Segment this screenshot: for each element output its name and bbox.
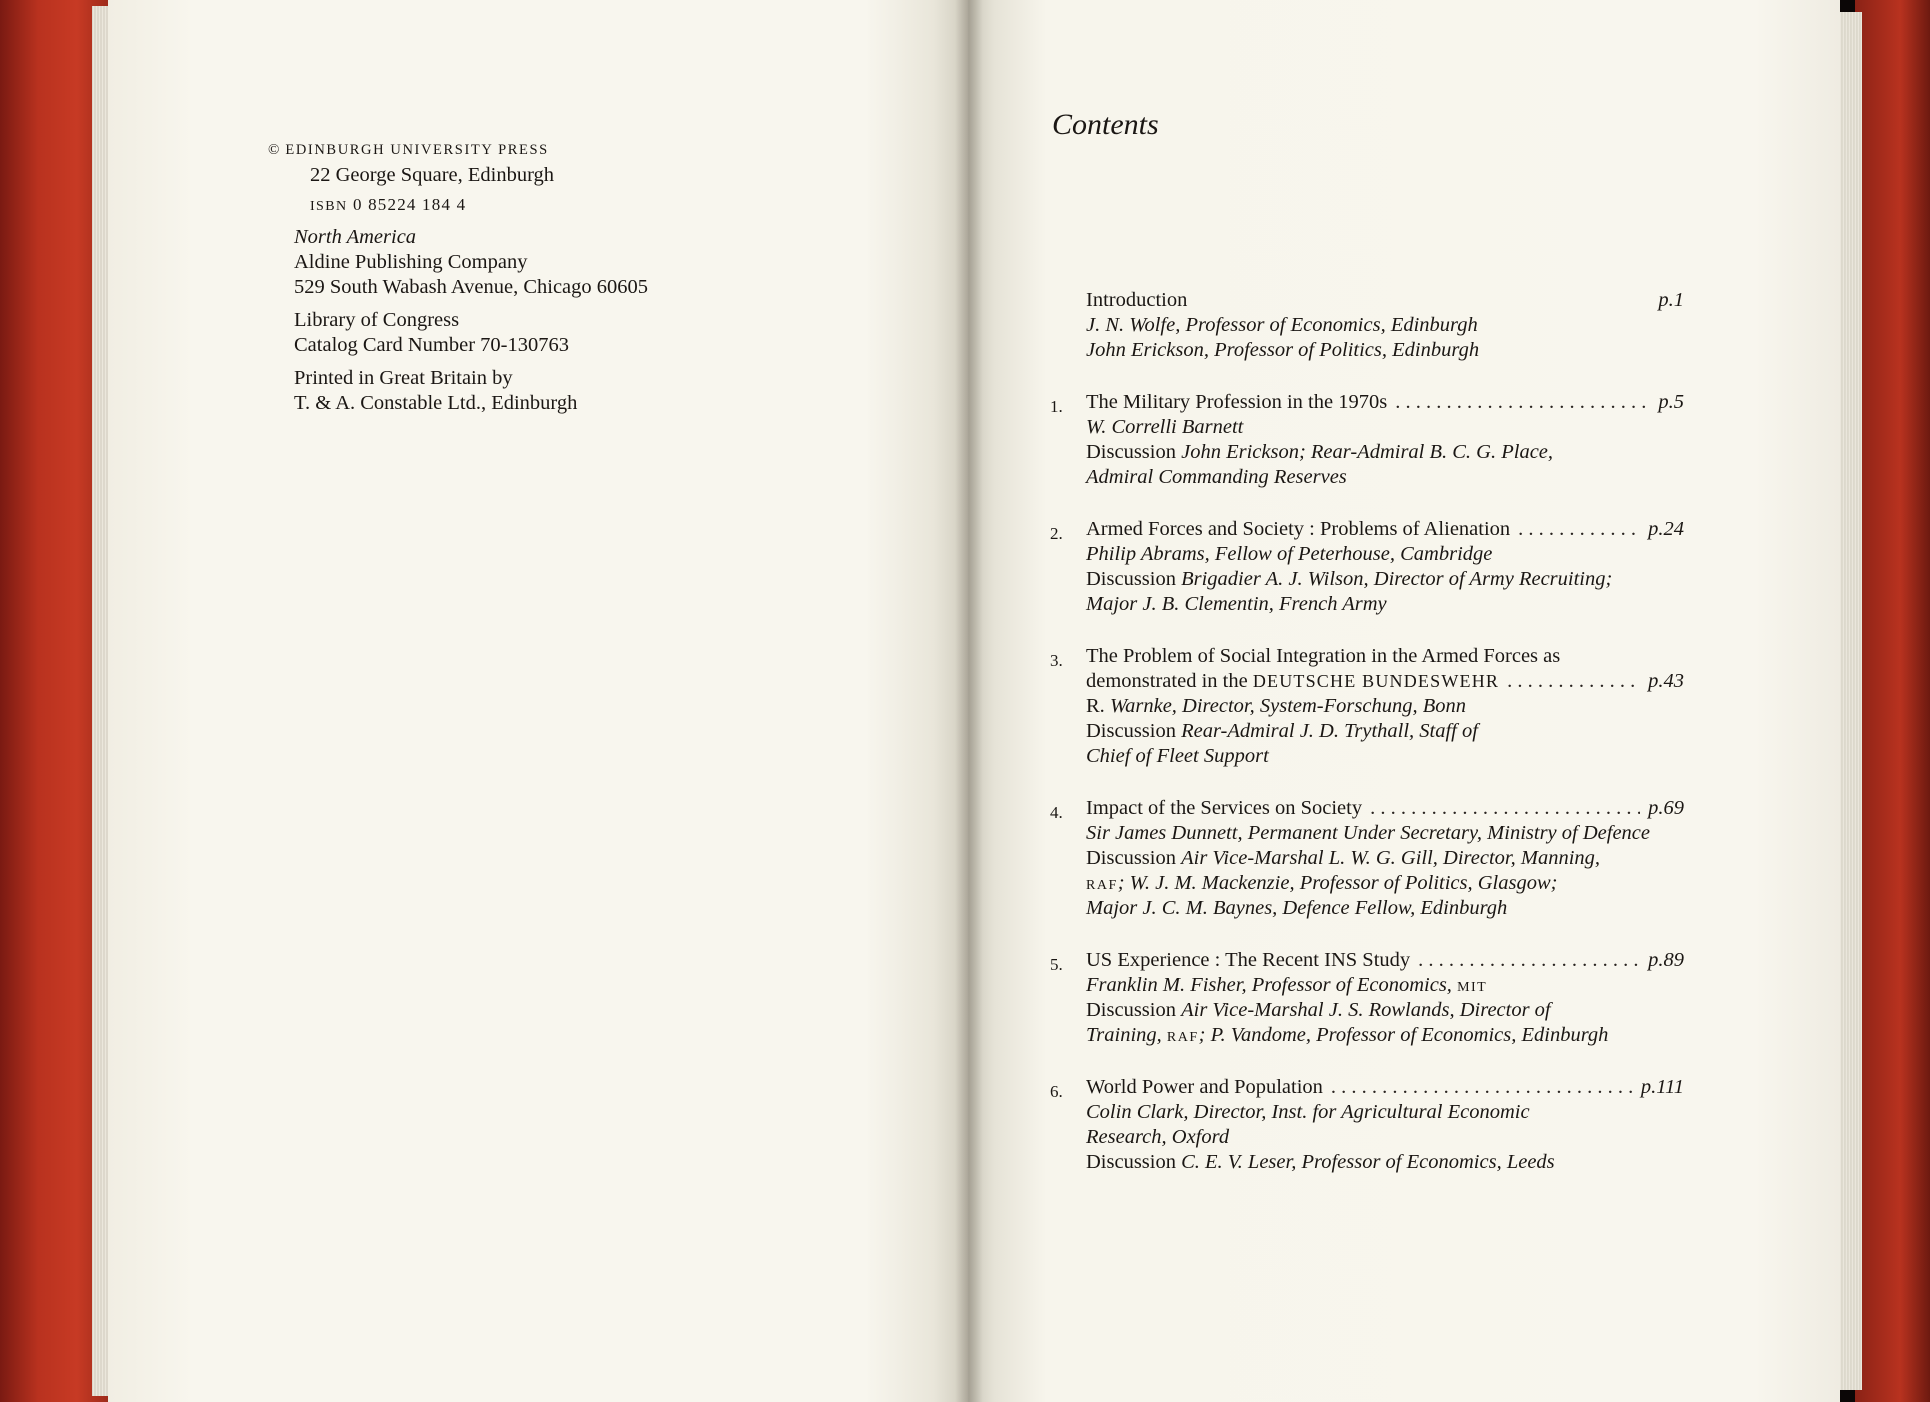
discussion-participants: Rear-Admiral J. D. Trythall, Staff of <box>1181 720 1478 742</box>
toc-discussion <box>1086 440 1684 465</box>
toc-page-ref: p.43 <box>1648 670 1684 692</box>
toc-discussion <box>1086 719 1684 744</box>
toc-author: John Erickson, Professor of Politics, Edinburgh <box>1086 339 1480 361</box>
author-initial: R. <box>1086 695 1105 717</box>
copyright-symbol: © <box>268 142 280 158</box>
leader-dots <box>1518 517 1640 542</box>
discussion-participants-cont <box>1086 871 1684 896</box>
toc-title-smallcaps: DEUTSCHE BUNDESWEHR <box>1252 671 1500 691</box>
toc-entry-3 <box>1050 644 1684 769</box>
discussion-participants: Air Vice-Marshal J. S. Rowlands, Director of <box>1181 999 1551 1021</box>
isbn-label: ISBN <box>310 199 348 214</box>
toc-author <box>1086 973 1684 998</box>
toc-page-ref: p.5 <box>1658 391 1684 413</box>
toc-title-row <box>1086 1075 1684 1100</box>
copyright-line <box>268 138 868 163</box>
discussion-label: Discussion <box>1086 441 1176 463</box>
toc-page-ref: p.69 <box>1648 797 1684 819</box>
discussion-participants-cont: Admiral Commanding Reserves <box>1086 466 1347 488</box>
toc-title-row <box>1086 390 1684 415</box>
publisher-address: 22 George Square, Edinburgh <box>310 164 555 186</box>
discussion-participants-cont: Major J. B. Clementin, French Army <box>1086 593 1387 615</box>
table-of-contents <box>1050 288 1684 1202</box>
na-publisher: Aldine Publishing Company <box>294 251 528 273</box>
discussion-participants: Brigadier A. J. Wilson, Director of Army Recruiting; <box>1181 568 1613 590</box>
toc-entry-5 <box>1050 948 1684 1048</box>
toc-title-row <box>1086 948 1684 973</box>
discussion-label: Discussion <box>1086 720 1176 742</box>
toc-discussion <box>1086 998 1684 1023</box>
toc-page-ref: p.89 <box>1648 949 1684 971</box>
discussion-participants-cont: Chief of Fleet Support <box>1086 745 1269 767</box>
leader-dots <box>1395 390 1650 415</box>
toc-author: Philip Abrams, Fellow of Peterhouse, Cambridge <box>1086 543 1493 565</box>
leader-dots <box>1370 796 1640 821</box>
discussion-participants-prefix: Training, <box>1086 1024 1162 1046</box>
toc-author: Sir James Dunnett, Permanent Under Secretary, Ministry of Defence <box>1086 822 1650 844</box>
toc-author: W. Correlli Barnett <box>1086 416 1244 438</box>
discussion-participants-cont <box>1086 1023 1684 1048</box>
toc-page-ref: p.1 <box>1658 289 1684 311</box>
toc-title-line-1: The Problem of Social Integration in the Armed Forces as <box>1086 645 1561 667</box>
leader-dots <box>1418 948 1640 973</box>
printer-line-2: T. & A. Constable Ltd., Edinburgh <box>294 392 578 414</box>
toc-title-row <box>1086 288 1684 313</box>
book-gutter <box>955 0 983 1402</box>
publisher-name: EDINBURGH UNIVERSITY PRESS <box>285 142 549 158</box>
toc-discussion <box>1086 846 1684 871</box>
toc-title: The Military Profession in the 1970s <box>1086 391 1388 413</box>
leader-dots <box>1331 1075 1633 1100</box>
toc-title-prefix: demonstrated in the <box>1086 670 1248 692</box>
smallcaps-abbrev: raf <box>1086 872 1118 894</box>
toc-author: J. N. Wolfe, Professor of Economics, Edinburgh <box>1086 314 1478 336</box>
loc-line-1: Library of Congress <box>294 309 460 331</box>
discussion-label: Discussion <box>1086 1151 1176 1173</box>
toc-title: Armed Forces and Society : Problems of Alienation <box>1086 518 1511 540</box>
toc-title: US Experience : The Recent INS Study <box>1086 949 1411 971</box>
toc-entry-2 <box>1050 517 1684 617</box>
discussion-label: Discussion <box>1086 847 1176 869</box>
region-label: North America <box>294 226 417 248</box>
toc-page-ref: p.24 <box>1648 518 1684 540</box>
toc-title-row <box>1086 517 1684 542</box>
discussion-participants: John Erickson; Rear-Admiral B. C. G. Place, <box>1181 441 1554 463</box>
author-name: Franklin M. Fisher, Professor of Economics, <box>1086 974 1452 996</box>
toc-entry-1 <box>1050 390 1684 490</box>
toc-entry-6 <box>1050 1075 1684 1175</box>
toc-number: 6. <box>1050 1082 1063 1101</box>
isbn-value: 0 85224 184 4 <box>352 195 467 214</box>
toc-title: Introduction <box>1086 289 1188 311</box>
toc-page-ref: p.111 <box>1640 1076 1684 1098</box>
toc-author <box>1086 694 1684 719</box>
toc-number: 1. <box>1050 397 1063 416</box>
toc-title-row <box>1086 669 1684 694</box>
discussion-label: Discussion <box>1086 568 1176 590</box>
discussion-label: Discussion <box>1086 999 1176 1021</box>
toc-author: Colin Clark, Director, Inst. for Agricultural Economic <box>1086 1101 1530 1123</box>
toc-title: Impact of the Services on Society <box>1086 797 1363 819</box>
toc-discussion <box>1086 1150 1684 1175</box>
toc-title: World Power and Population <box>1086 1076 1323 1098</box>
smallcaps-abbrev: mit <box>1457 974 1488 996</box>
toc-author-cont: Research, Oxford <box>1086 1126 1230 1148</box>
contents-heading: Contents <box>1052 108 1159 141</box>
toc-title-line-2 <box>1086 669 1499 694</box>
author-name: Warnke, Director, System-Forschung, Bonn <box>1109 695 1466 717</box>
leader-dots <box>1507 669 1640 694</box>
toc-discussion <box>1086 567 1684 592</box>
smallcaps-abbrev: raf <box>1166 1024 1199 1046</box>
toc-entry-introduction <box>1050 288 1684 363</box>
toc-number: 5. <box>1050 955 1063 974</box>
discussion-participants-cont: Major J. C. M. Baynes, Defence Fellow, Edinburgh <box>1086 897 1508 919</box>
printer-line-1: Printed in Great Britain by <box>294 367 513 389</box>
discussion-participants-rest: ; W. J. M. Mackenzie, Professor of Politics, Glasgow; <box>1117 872 1558 894</box>
toc-number: 2. <box>1050 524 1063 543</box>
discussion-participants-rest: ; P. Vandome, Professor of Economics, Edinburgh <box>1198 1024 1609 1046</box>
imprint-block <box>268 138 868 416</box>
na-address: 529 South Wabash Avenue, Chicago 60605 <box>294 276 649 298</box>
toc-entry-4 <box>1050 796 1684 921</box>
toc-title-row <box>1086 796 1684 821</box>
loc-line-2: Catalog Card Number 70-130763 <box>294 334 569 356</box>
isbn-line <box>310 192 868 219</box>
book-cover-right <box>1855 0 1930 1402</box>
discussion-participants: C. E. V. Leser, Professor of Economics, Leeds <box>1181 1151 1555 1173</box>
toc-number: 3. <box>1050 651 1063 670</box>
discussion-participants: Air Vice-Marshal L. W. G. Gill, Director, Manning, <box>1181 847 1601 869</box>
toc-number: 4. <box>1050 803 1063 822</box>
